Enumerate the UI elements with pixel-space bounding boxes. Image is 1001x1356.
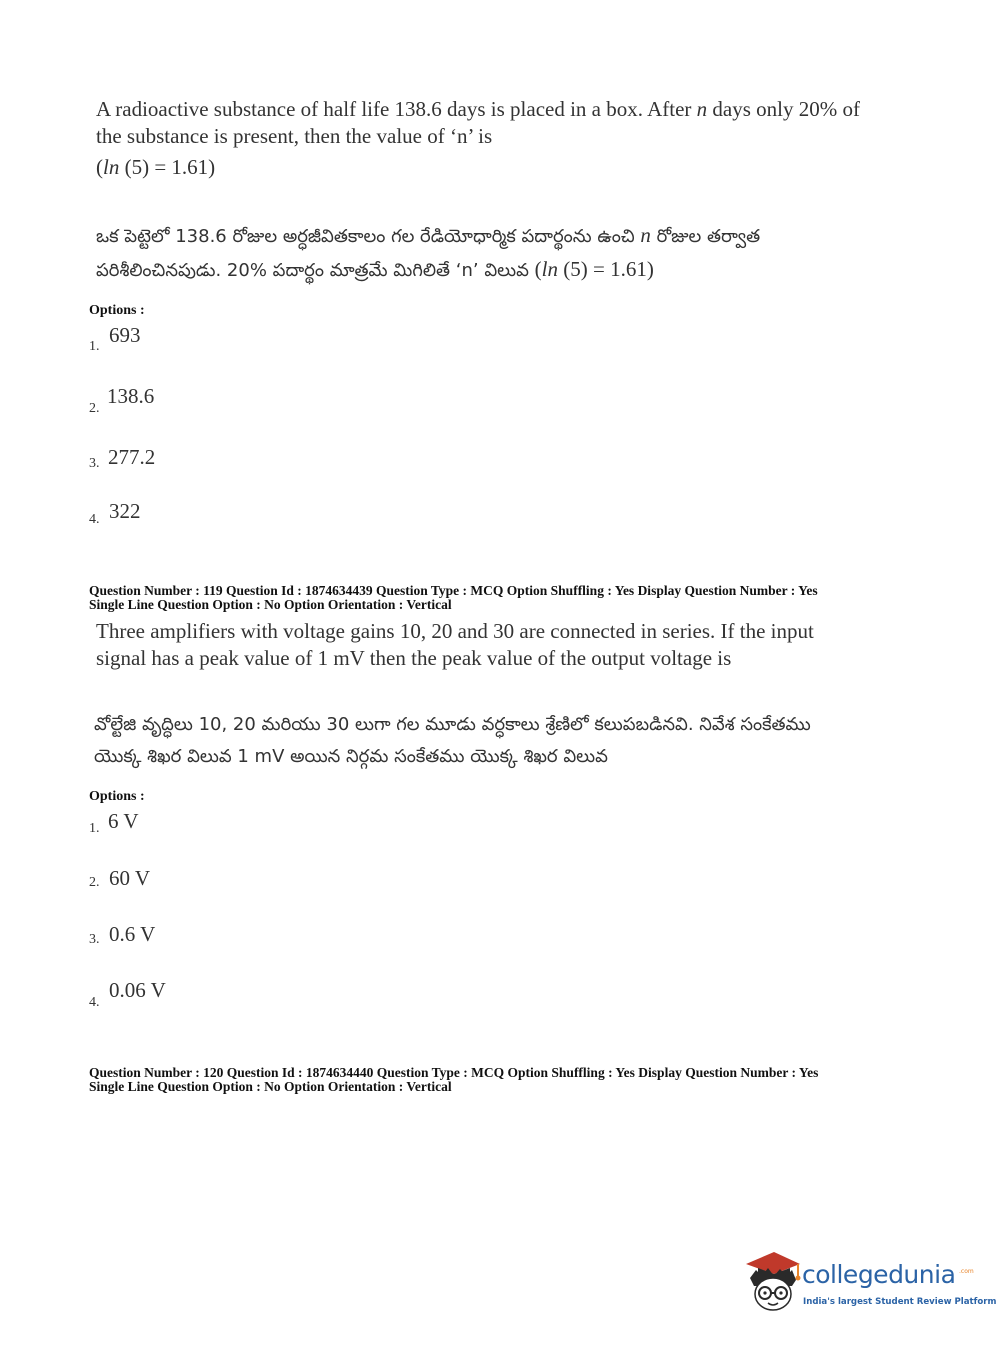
q1-options-label: Options : [89, 303, 145, 318]
q119-telugu-line1: వోల్టేజి వృద్ధిలు 10, 20 మరియు 30 లుగా గల మూడు వర్ధకాలు శ్రేణిలో కలుపబడినవి. నివేశ సంకేతము [94, 714, 811, 735]
q1-option-4-num: 4. [89, 512, 100, 527]
logo-title: collegedunia [802, 1260, 956, 1289]
q119-option-3-num: 3. [89, 932, 100, 947]
logo-com: .com [959, 1268, 974, 1275]
q1-english-paren-open: ( [96, 155, 103, 179]
logo-tagline: India's largest Student Review Platform [803, 1297, 997, 1307]
q119-option-4-value[interactable]: 0.06 V [109, 978, 166, 1002]
student-mascot-icon [742, 1248, 804, 1314]
q119-option-1-value[interactable]: 6 V [108, 809, 139, 833]
q1-english-line1-end: days only 20% of [712, 97, 860, 121]
q1-english-text [96, 96, 896, 181]
q1-option-3-value[interactable]: 277.2 [108, 445, 156, 469]
q119-english-text [96, 618, 896, 672]
q1-option-4-value[interactable]: 322 [109, 499, 141, 523]
q119-telugu-text [94, 709, 914, 773]
q1-telugu-line1: ఒక పెట్టెలో 138.6 రోజుల అర్ధజీవితకాలం గల రేడియోధార్మిక పదార్థంను ఉంచి [96, 226, 635, 247]
q119-options-label: Options : [89, 789, 145, 804]
q119-meta-line1: Question Number : 119 Question Id : 1874634439 Question Type : MCQ Option Shuffling : Yes Display Question Number : Yes [89, 583, 818, 598]
q119-option-3-value[interactable]: 0.6 V [109, 922, 156, 946]
q1-telugu-ln-post: (5) = 1.61) [557, 257, 654, 281]
q1-telugu-text [96, 219, 896, 287]
q119-option-1-num: 1. [89, 821, 100, 836]
q1-english-line2: the substance is present, then the value of ‘n’ is [96, 124, 493, 148]
q120-meta-line2: Single Line Question Option : No Option Orientation : Vertical [89, 1079, 452, 1094]
q120-meta-line1: Question Number : 120 Question Id : 1874634440 Question Type : MCQ Option Shuffling : Yes Display Question Number : Yes [89, 1065, 819, 1080]
q119-english-line2: signal has a peak value of 1 mV then the peak value of the output voltage is [96, 646, 732, 670]
q1-telugu-ln: ln [541, 257, 558, 281]
q1-english-var: n [696, 97, 708, 121]
q119-option-4-num: 4. [89, 995, 100, 1010]
q1-english-ln: ln [103, 155, 120, 179]
collegedunia-logo [742, 1248, 997, 1318]
q1-telugu-var: n [640, 223, 651, 247]
q1-option-1-value[interactable]: 693 [109, 323, 141, 347]
q1-telugu-line1-post: రోజుల తర్వాత [656, 226, 761, 247]
q1-telugu-paren-open: ( [534, 257, 542, 281]
q1-option-1-num: 1. [89, 339, 100, 354]
q1-telugu-line2: పరిశీలించినపుడు. 20% పదార్థం మాత్రమే మిగిలితే ‘n’ విలువ [96, 260, 529, 281]
q1-option-2-num: 2. [89, 401, 100, 416]
q1-option-3-num: 3. [89, 456, 100, 471]
q119-option-2-value[interactable]: 60 V [109, 866, 151, 890]
q1-option-2-value[interactable]: 138.6 [107, 384, 155, 408]
q119-english-line1: Three amplifiers with voltage gains 10, 20 and 30 are connected in series. If the input [96, 619, 814, 643]
q1-english-line1: A radioactive substance of half life 138.6 days is placed in a box. After [96, 97, 692, 121]
q119-meta-line2: Single Line Question Option : No Option Orientation : Vertical [89, 597, 452, 612]
q1-english-ln-post: (5) = 1.61) [119, 155, 216, 179]
q119-option-2-num: 2. [89, 875, 100, 890]
q119-telugu-line2: యొక్క శిఖర విలువ 1 mV అయిన నిర్గమ సంకేతము యొక్క శిఖర విలువ [94, 746, 608, 767]
